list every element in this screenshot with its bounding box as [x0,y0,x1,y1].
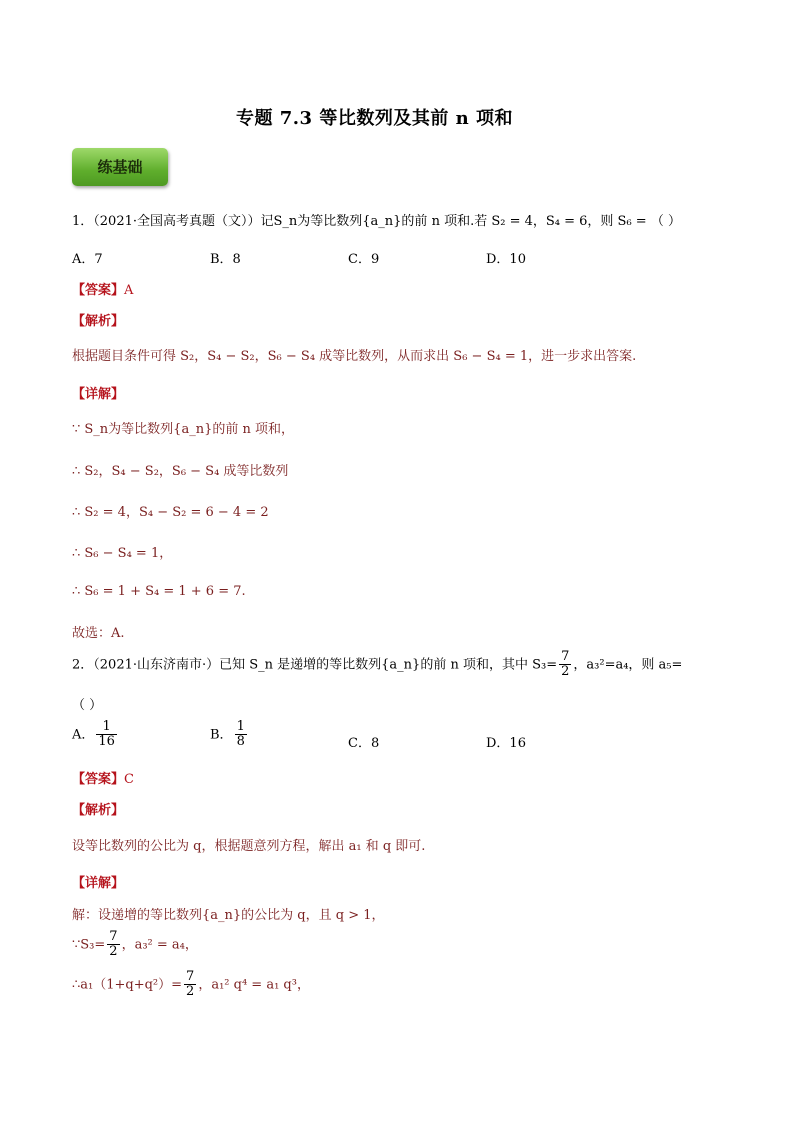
q2-stem-fraction [559,650,571,680]
q1-analysis-text: 根据题目条件可得 S₂，S₄ − S₂，S₆ − S₄ 成等比数列，从而求出 S₆ − S₄ = 1，进一步求出答案. [72,349,637,364]
q1-option-c: C．9 [348,252,380,267]
q1-answer [72,279,133,298]
fraction-denominator: 2 [186,984,195,1000]
fraction-denominator: 2 [561,664,570,680]
q2-stem [72,650,682,680]
q2-option-b [210,720,249,750]
answer-label: 【答案】 [72,772,125,787]
q1-option-d: D．10 [486,252,526,267]
fraction-denominator: 8 [236,734,245,750]
fraction-numerator: 7 [109,929,118,944]
q1-choice: 故选：A. [72,626,125,641]
q1-stem: 1．（2021·全国高考真题（文））记S_n为等比数列{a_n}的前 n 项和.若 S₂ = 4，S₄ = 6，则 S₆ = （ ） [72,214,681,229]
page-title: 专题 7.3 等比数列及其前 n 项和 [236,108,513,129]
step-text-b: ，a₁² q⁴ = a₁ q³， [198,977,310,993]
fraction-denominator: 2 [109,944,118,960]
fraction-numerator: 7 [561,649,570,664]
fraction-denominator: 16 [98,734,115,750]
fraction-numerator: 1 [96,720,117,735]
option-label: B． [210,727,233,743]
q2-stem-b: ，a₃²=a₄，则 a₅= [573,657,683,673]
section-badge: 练基础 [72,148,168,186]
q2-step-1: 解：设递增的等比数列{a_n}的公比为 q，且 q > 1， [72,908,385,923]
fraction-numerator: 7 [186,969,195,984]
q1-analysis-label: 【解析】 [72,314,125,329]
q2-analysis-text: 设等比数列的公比为 q，根据题意列方程，解出 a₁ 和 q 即可. [72,839,426,854]
q1-step-2: ∴ S₂，S₄ − S₂，S₆ − S₄ 成等比数列 [72,464,289,479]
q2-option-c: C．8 [348,736,380,751]
fraction-numerator: 1 [236,719,245,734]
q2-answer [72,768,134,787]
option-fraction [235,720,247,750]
q2-detail-label: 【详解】 [72,876,125,891]
q2-analysis-label: 【解析】 [72,803,125,818]
answer-value: C [124,772,134,787]
q2-step-3 [72,970,310,1000]
q1-step-1: ∵ S_n为等比数列{a_n}的前 n 项和， [72,422,294,437]
q1-step-5: ∴ S₆ = 1 + S₄ = 1 + 6 = 7. [72,584,246,599]
step-text-a: ∴a₁（1+q+q²）= [72,977,183,993]
q1-step-3: ∴ S₂ = 4，S₄ − S₂ = 6 − 4 = 2 [72,505,269,520]
step-text-b: ，a₃² = a₄， [121,937,198,953]
q1-step-4: ∴ S₆ − S₄ = 1， [72,546,173,561]
answer-value: A [124,283,134,298]
q1-detail-label: 【详解】 [72,387,125,402]
step-fraction [184,970,196,1000]
q2-stem-a: 2．（2021·山东济南市·）已知 S_n 是递增的等比数列{a_n}的前 n 项和，其中 S₃= [72,657,558,673]
q2-stem-paren: （ ） [72,698,103,713]
q2-step-2 [72,930,198,960]
step-fraction [107,930,119,960]
q1-option-a: A．7 [72,252,103,267]
option-fraction [96,720,117,750]
q2-option-d: D．16 [486,736,526,751]
q1-option-b: B．8 [210,252,241,267]
q2-option-a [72,720,119,750]
step-text-a: ∵S₃= [72,937,106,953]
option-label: A． [72,727,95,743]
answer-label: 【答案】 [72,283,125,298]
